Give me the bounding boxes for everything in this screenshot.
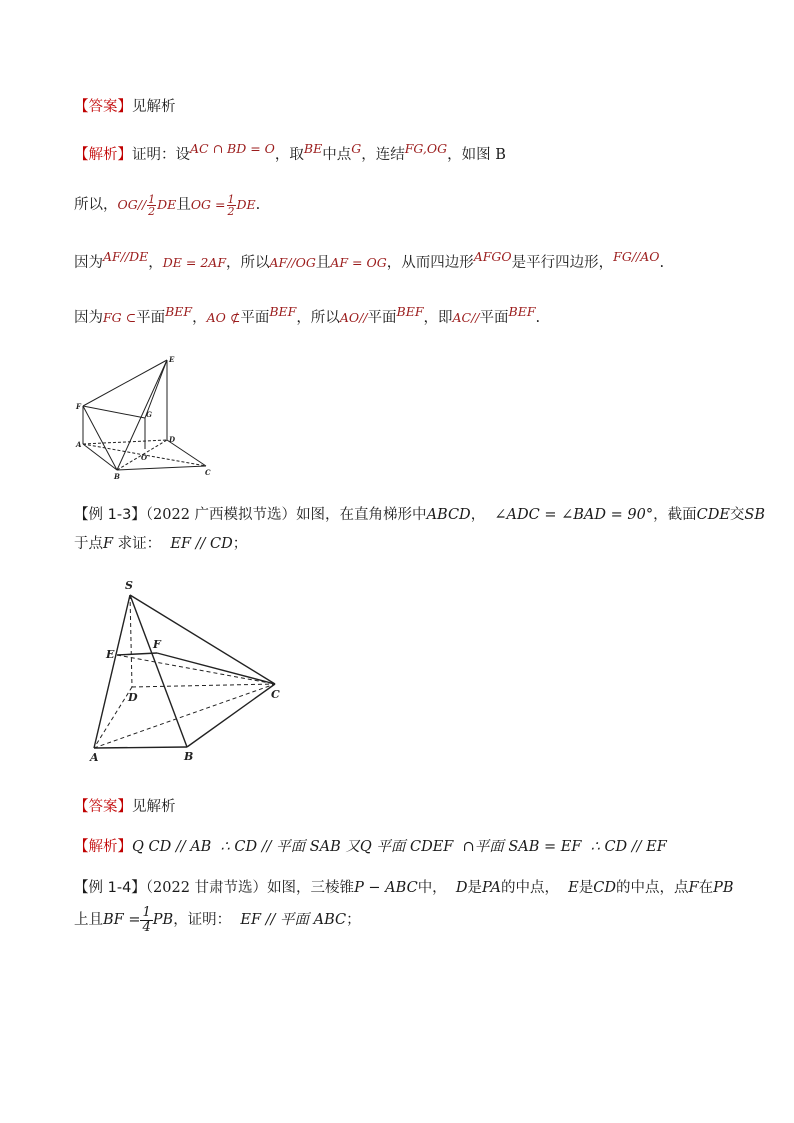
answer-tag: 【答案】 [74, 799, 132, 815]
math: AC ∩ BD = O [190, 141, 275, 156]
label-B: B [114, 472, 120, 481]
math: P − ABC [354, 880, 418, 896]
text: 是平行四边形， [511, 255, 614, 271]
text: 交 [729, 507, 745, 523]
label-S: S [125, 579, 133, 592]
text: 平面 [136, 310, 166, 326]
text: 平面 [240, 310, 270, 326]
example-1-4-line-1 [74, 876, 733, 897]
fraction-denominator: 2 [227, 204, 235, 218]
math: BEF [508, 304, 536, 319]
math: D [455, 880, 468, 896]
example-1-3-line-1 [74, 503, 765, 524]
math: BF = [103, 912, 141, 929]
example-1-4-line-2 [74, 906, 361, 934]
text: ， [192, 310, 207, 326]
answer-line-1 [74, 95, 176, 116]
math: CDE [696, 507, 730, 523]
text: 是 [467, 880, 483, 896]
example-tag: 【例 1-3】 [74, 507, 146, 523]
math: SB [744, 507, 765, 523]
text: 如图，在直角梯形中 [296, 507, 427, 523]
figure-1-geometry [70, 352, 220, 482]
label-D: D [169, 435, 176, 444]
text: ； [346, 912, 361, 929]
text: 求证： [117, 536, 162, 552]
math: AFGO [473, 249, 512, 264]
text: . [255, 197, 261, 213]
math: BEF [165, 304, 193, 319]
example-1-3-line-2 [74, 532, 247, 553]
analysis-tag: 【解析】 [74, 839, 132, 855]
math: G [351, 141, 362, 156]
math: ∠ADC = ∠BAD = 90° [494, 507, 654, 523]
text: 因为 [74, 255, 103, 271]
math: F [103, 536, 114, 552]
math: FG//AO [613, 249, 660, 264]
label-A: A [76, 440, 82, 449]
math: AF = OG [330, 255, 387, 270]
answer-text: 见解析 [132, 99, 176, 115]
text: （2022 甘肃节选） [145, 880, 268, 896]
label-C: C [205, 468, 211, 477]
analysis-line-4 [74, 306, 540, 327]
text: ，所以 [296, 310, 340, 326]
text: 证明：设 [132, 147, 190, 163]
math: DE [157, 197, 177, 212]
text: . [659, 255, 665, 271]
label-C: C [271, 688, 280, 701]
math: AF//DE [103, 249, 149, 264]
label-E: E [106, 648, 115, 661]
label-B: B [184, 750, 194, 763]
math: EF // CD [170, 536, 233, 552]
label-F: F [76, 402, 81, 411]
text: 在 [698, 880, 714, 896]
math: BEF [269, 304, 297, 319]
text: 的中点， [500, 880, 559, 896]
text: 中点 [322, 147, 352, 163]
math: BEF [396, 304, 424, 319]
math: DE [236, 197, 256, 212]
math: OG// [117, 197, 147, 212]
analysis-line-1 [74, 143, 506, 164]
analysis-line-3 [74, 251, 664, 272]
text: 上且 [74, 912, 103, 929]
fraction [227, 194, 236, 217]
text: 所以， [74, 197, 118, 213]
text: 且 [315, 255, 331, 271]
text: （2022 广西模拟节选） [145, 507, 297, 523]
math: AO// [339, 310, 368, 325]
math: F [688, 880, 699, 896]
math: EF // 平面 ABC [240, 912, 347, 929]
math: AF//OG [269, 255, 316, 270]
label-O: O [141, 453, 148, 462]
text: 平面 [367, 310, 397, 326]
text: ，所以 [226, 255, 270, 271]
analysis-line-5 [74, 835, 667, 856]
math: OG = [190, 197, 226, 212]
analysis-line-2 [74, 193, 260, 217]
analysis-tag: 【解析】 [74, 147, 132, 163]
math: PA [482, 880, 501, 896]
fraction-numerator: 1 [227, 192, 235, 206]
fraction [147, 194, 156, 217]
text: ，如图 B [447, 147, 506, 163]
answer-text: 见解析 [132, 799, 176, 815]
text: ， [148, 255, 163, 271]
text: 于点 [74, 536, 103, 552]
text: 且 [176, 197, 191, 213]
math: ABCD [426, 507, 471, 523]
text: ， [470, 507, 486, 523]
label-D: D [128, 691, 138, 704]
math: FG ⊂ [103, 310, 137, 325]
text: 是 [578, 880, 594, 896]
label-F: F [153, 638, 161, 651]
math: AC// [452, 310, 480, 325]
text: . [535, 310, 541, 326]
label-E: E [169, 355, 175, 364]
analysis-expression: Q CD // AB ∴ CD // 平面 SAB 又Q 平面 CDEF ∩平面 SAB = EF ∴ CD // EF [132, 839, 667, 855]
text: ，取 [274, 147, 304, 163]
label-G: G [146, 410, 152, 419]
text: ，证明： [173, 912, 232, 929]
text: ，连结 [361, 147, 405, 163]
text: ，截面 [653, 507, 697, 523]
text: 平面 [479, 310, 509, 326]
math: BE [303, 141, 323, 156]
text: 中， [417, 880, 447, 896]
figure-2-pyramid [82, 575, 297, 765]
text: 因为 [74, 310, 103, 326]
fraction-denominator: 2 [148, 204, 156, 218]
answer-tag: 【答案】 [74, 99, 132, 115]
math: PB [713, 880, 734, 896]
text: 如图，三棱锥 [267, 880, 355, 896]
fraction [140, 906, 152, 934]
math: E [568, 880, 579, 896]
math: PB [152, 912, 174, 929]
fraction-denominator: 4 [142, 919, 151, 935]
text: ，从而四边形 [386, 255, 474, 271]
text: 的中点，点 [616, 880, 689, 896]
fraction-numerator: 1 [148, 192, 156, 206]
text: ； [232, 536, 248, 552]
fraction-numerator: 1 [142, 905, 151, 920]
example-tag: 【例 1-4】 [74, 880, 146, 896]
math: DE = 2AF [162, 255, 227, 270]
math: CD [593, 880, 616, 896]
text: ，即 [423, 310, 453, 326]
math: FG,OG [404, 141, 448, 156]
answer-line-2 [74, 795, 176, 816]
math: AO ⊄ [206, 310, 241, 325]
label-A: A [90, 751, 99, 764]
